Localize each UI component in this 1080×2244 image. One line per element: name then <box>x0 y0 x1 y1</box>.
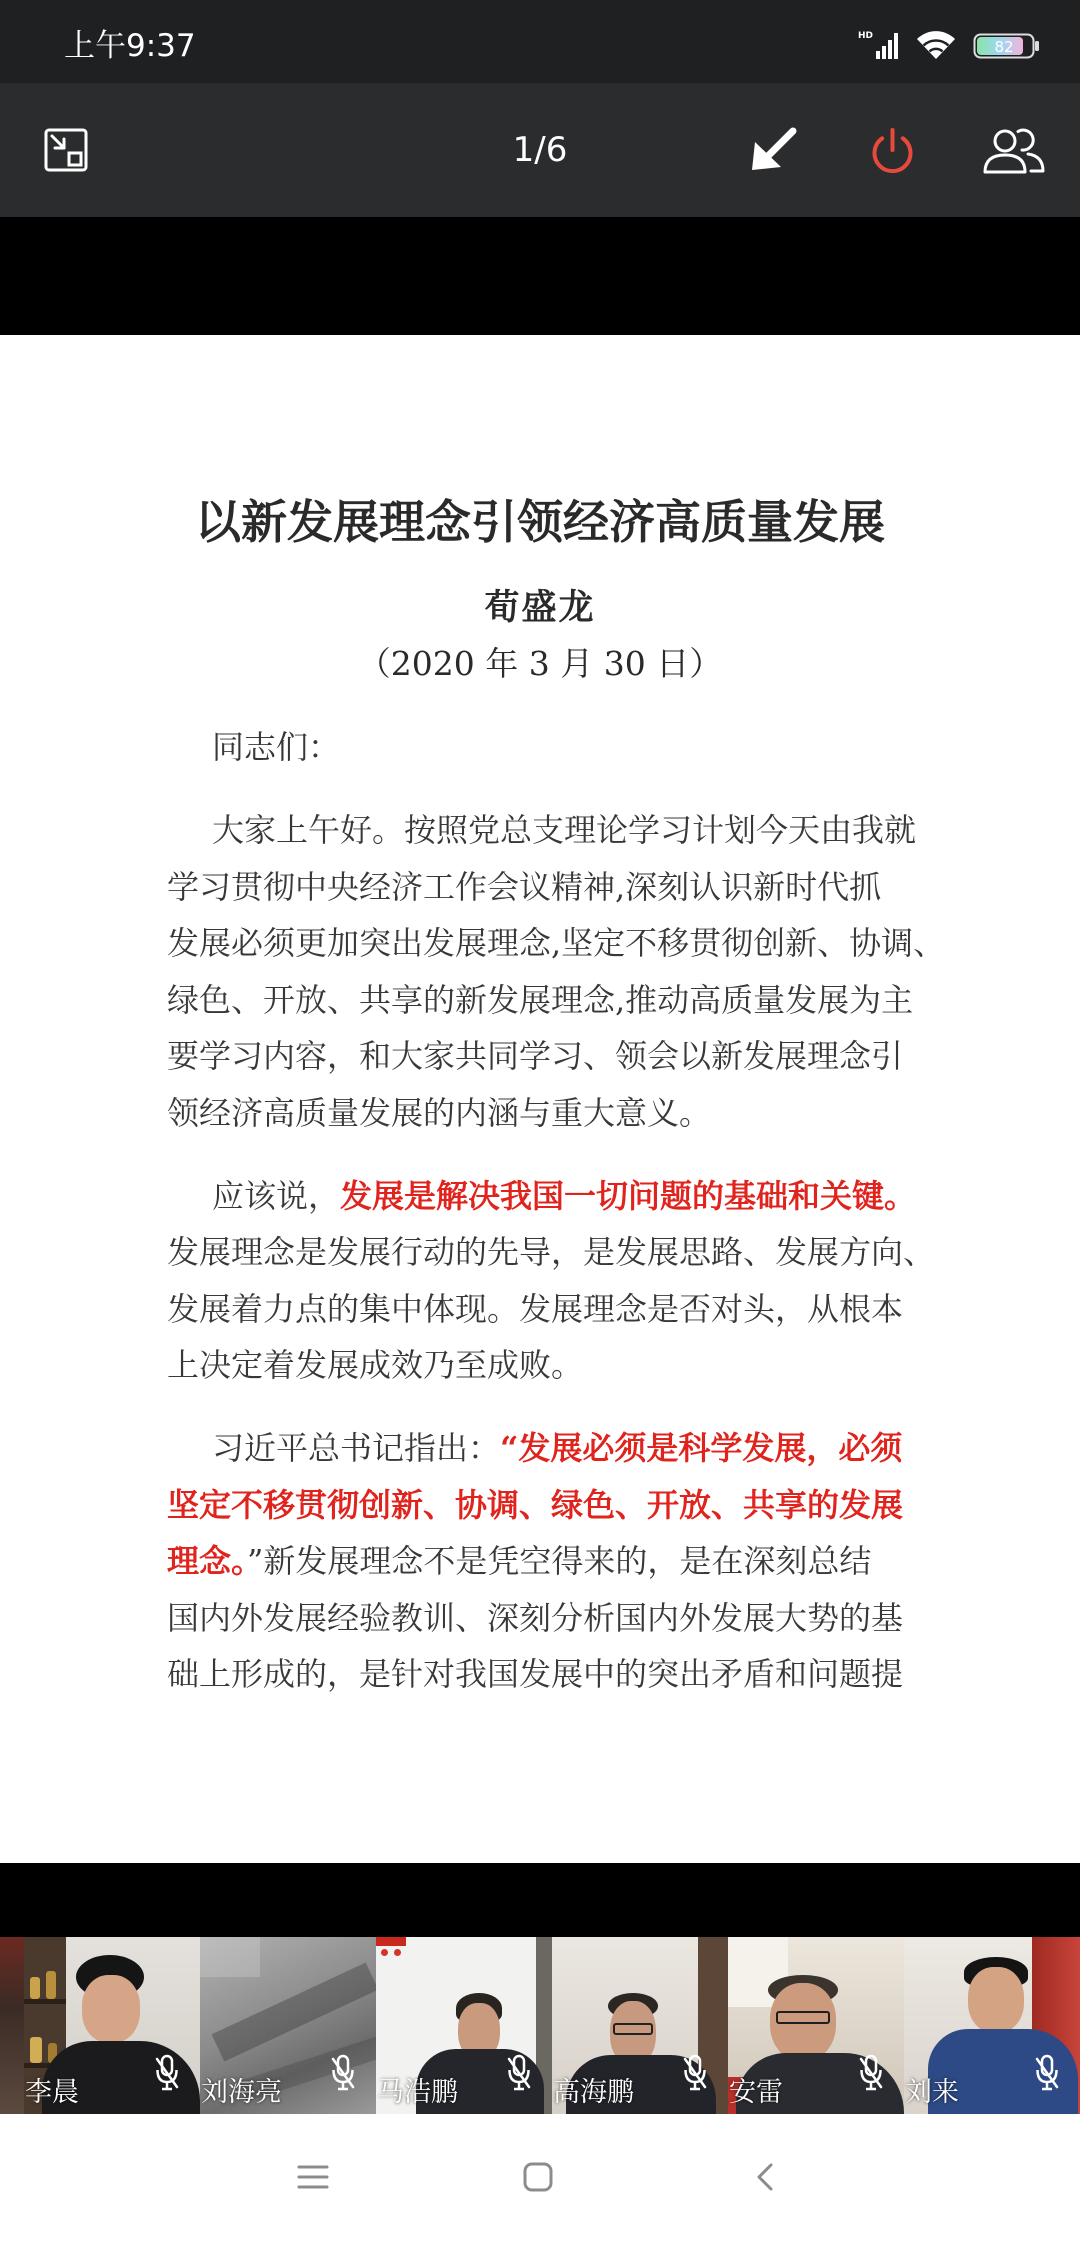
text-line <box>167 1477 1067 1534</box>
letterbox-top <box>0 217 1080 335</box>
text-line <box>167 1224 1067 1281</box>
wifi-icon <box>916 31 956 60</box>
highlighted-text: 理念。 <box>167 1542 248 1580</box>
text-line <box>167 1590 1067 1647</box>
body-text: 上决定着发展成效乃至成败。 <box>167 1346 584 1384</box>
power-icon[interactable] <box>868 126 917 175</box>
battery-icon <box>973 33 1041 59</box>
highlighted-text: “发展必须是科学发展，必须 <box>500 1429 903 1467</box>
letterbox-bottom <box>0 1863 1080 1937</box>
participant-name: 高海鹏 <box>553 2077 634 2108</box>
system-navigation-bar <box>0 2114 1080 2244</box>
salutation-paragraph <box>167 719 1067 776</box>
body-text: 学习贯彻中央经济工作会议精神,深刻认识新时代抓 <box>167 867 882 906</box>
participants-icon[interactable] <box>981 126 1047 175</box>
body-text: 要学习内容，和大家共同学习、领会以新发展理念引 <box>167 1037 904 1075</box>
mic-muted-icon <box>506 2054 532 2092</box>
text-line <box>167 1168 1067 1225</box>
mic-muted-icon <box>1034 2054 1060 2092</box>
body-text: 发展着力点的集中体现。发展理念是否对头，从根本 <box>167 1289 904 1328</box>
status-bar <box>0 0 1080 83</box>
exit-fullscreen-icon[interactable] <box>43 127 89 173</box>
text-line <box>167 915 1067 972</box>
body-text: 础上形成的，是针对我国发展中的突出矛盾和问题提 <box>167 1655 904 1693</box>
text-line <box>167 1646 1067 1703</box>
highlighted-text: 发展是解决我国一切问题的基础和关键。 <box>340 1176 917 1215</box>
status-time: 上午9:37 <box>64 28 196 64</box>
page-indicator: 1/6 <box>512 130 568 170</box>
text-line <box>167 972 1067 1029</box>
participant-video-strip[interactable] <box>0 1937 1080 2114</box>
text-line <box>167 1533 1067 1590</box>
participant-video <box>0 1937 24 2114</box>
participant-tile[interactable] <box>728 1937 904 2114</box>
text-line <box>167 802 1067 859</box>
document-title: 以新发展理念引领经济高质量发展 <box>195 495 885 549</box>
signal-icon <box>858 29 898 60</box>
network-badge: HD <box>858 31 874 41</box>
participant-name: 刘海亮 <box>201 2077 282 2108</box>
body-text: 发展必须更加突出发展理念,坚定不移贯彻创新、协调、 <box>167 924 946 962</box>
salutation: 同志们： <box>212 728 341 766</box>
participant-tile[interactable] <box>24 1937 200 2114</box>
participant-tile[interactable] <box>376 1937 552 2114</box>
body-text: 绿色、开放、共享的新发展理念,推动高质量发展为主 <box>167 980 914 1019</box>
participant-tile[interactable] <box>552 1937 728 2114</box>
text-line <box>167 1337 1067 1394</box>
body-text: 发展理念是发展行动的先导，是发展思路、发展方向、 <box>167 1233 936 1271</box>
mic-muted-icon <box>330 2054 356 2092</box>
body-text: 习近平总书记指出： <box>212 1429 501 1467</box>
participant-tile[interactable] <box>200 1937 376 2114</box>
participant-name: 马浩鹏 <box>377 2077 458 2108</box>
battery-level: 82 <box>994 38 1014 56</box>
body-text: 领经济高质量发展的内涵与重大意义。 <box>167 1093 712 1132</box>
participant-tile[interactable] <box>904 1937 1080 2114</box>
body-text: ”新发展理念不是凭空得来的，是在深刻总结 <box>247 1542 872 1580</box>
text-line <box>167 859 1067 916</box>
participant-name: 李晨 <box>25 2077 79 2108</box>
body-text: 国内外发展经验教训、深刻分析国内外发展大势的基 <box>167 1598 904 1637</box>
paragraph <box>167 1168 1067 1394</box>
paragraph <box>167 802 1067 1141</box>
highlighted-text: 坚定不移贯彻创新、协调、绿色、开放、共享的发展 <box>167 1485 904 1524</box>
body-text: 大家上午好。按照党总支理论学习计划今天由我就 <box>212 811 917 849</box>
participant-name: 刘来 <box>905 2077 959 2108</box>
document-date: （2020 年 3 月 30 日） <box>357 644 723 683</box>
mic-muted-icon <box>682 2054 708 2092</box>
document-body <box>167 719 1067 1729</box>
text-line <box>167 1281 1067 1338</box>
text-line <box>167 1085 1067 1142</box>
arrow-down-left-icon[interactable] <box>748 126 798 173</box>
document-author: 荀盛龙 <box>484 587 596 628</box>
text-line <box>167 1420 1067 1477</box>
back-icon[interactable] <box>755 2162 775 2192</box>
text-line <box>167 1028 1067 1085</box>
participant-tile-partial[interactable] <box>0 1937 24 2114</box>
menu-icon[interactable] <box>297 2164 329 2190</box>
meeting-toolbar <box>0 83 1080 217</box>
shared-document-page[interactable] <box>0 335 1080 1863</box>
paragraph <box>167 1420 1067 1703</box>
mic-muted-icon <box>858 2054 884 2092</box>
participant-name: 安雷 <box>729 2077 783 2108</box>
home-icon[interactable] <box>523 2162 553 2192</box>
body-text: 应该说， <box>212 1176 341 1215</box>
mic-muted-icon <box>154 2054 180 2092</box>
